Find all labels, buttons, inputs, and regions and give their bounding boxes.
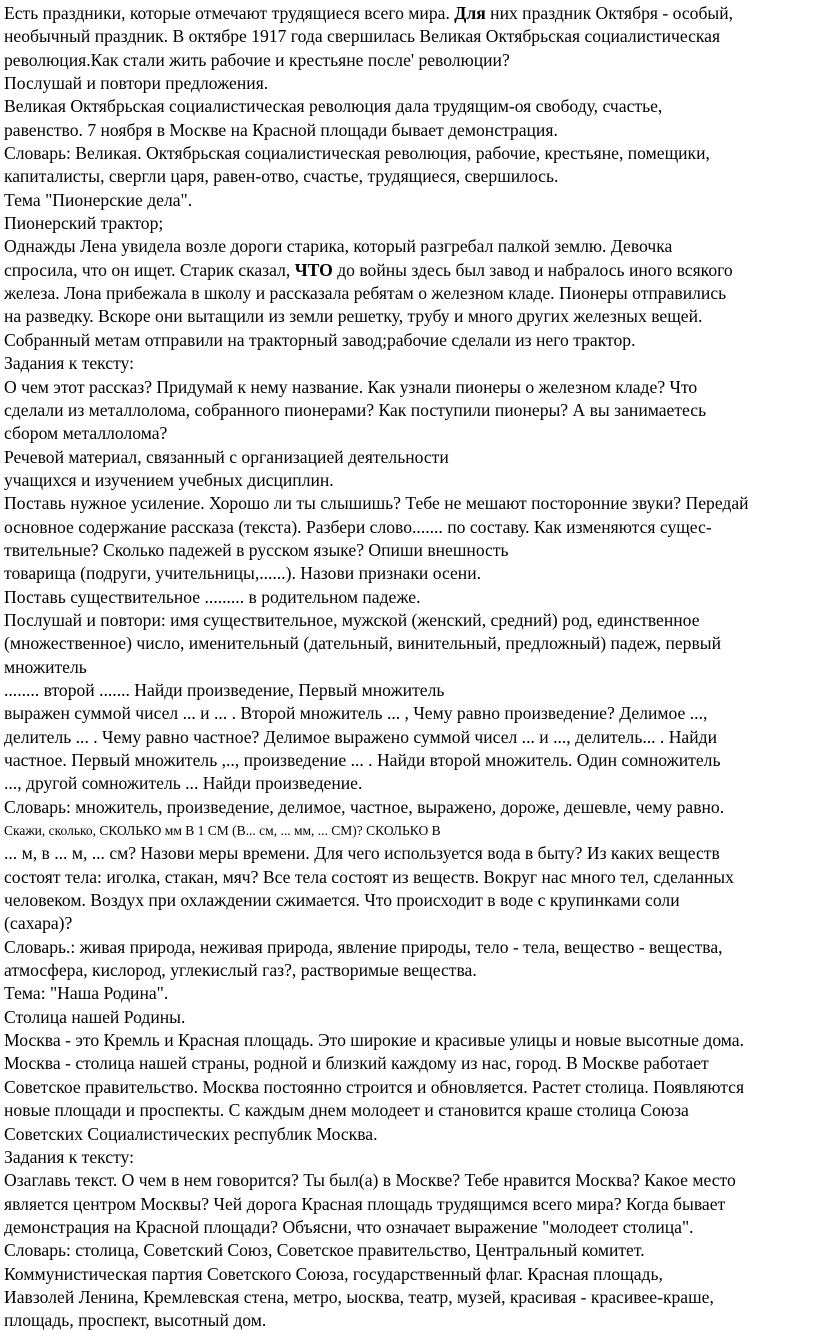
line-text: Словарь: Великая. Октябрьская социалистическая революция, рабочие, крестьяне, помещики, (4, 143, 710, 164)
text-line (4, 469, 814, 492)
line-text: ... м, в ... м, ... см? Назови меры времени. Для чего используется вода в быту? Из каких веществ (4, 843, 720, 864)
text-line (4, 1193, 814, 1216)
line-text: Собранный метам отправили на тракторный завод;рабочие сделали из него трактор. (4, 329, 636, 350)
line-text: Речевой материал, связанный с организацией деятельности (4, 446, 449, 467)
text-line (4, 656, 814, 679)
text-line (4, 609, 814, 632)
text-line (4, 399, 814, 422)
line-text: необычный праздник. В октябре 1917 года свершилась Великая Октябрьская социалистическая (4, 26, 721, 47)
line-text: на разведку. Вскоре они вытащили из земли решетку, трубу и много других железных вещей. (4, 306, 703, 327)
text-line (4, 25, 814, 48)
line-text: Есть праздники, которые отмечают трудящиеся всего мира. (4, 3, 455, 23)
line-text: Великая Октябрьская социалистическая революция дала трудящим-оя свободу, счастье, (4, 96, 663, 117)
text-line (4, 772, 814, 795)
line-text: равенство. 7 ноября в Москве на Красной площади бывает демонстрация. (4, 119, 558, 140)
line-text: Советское правительство. Москва постоянно строится и обновляется. Растет столица. Появляются (4, 1076, 745, 1097)
text-line (4, 959, 814, 982)
text-line (4, 329, 814, 352)
line-text: Москва - это Кремль и Красная площадь. Это широкие и красивые улицы и новые высотные дома. (4, 1030, 745, 1051)
line-text: капиталисты, свергли царя, равен-отво, счастье, трудящиеся, свершилось. (4, 166, 559, 187)
line-text: Коммунистическая партия Советского Союза, государственный флаг. Красная площадь, (4, 1263, 663, 1284)
line-text: демонстрация на Красной площади? Объясни, что означает выражение "молодеет столица". (4, 1216, 694, 1237)
line-text: сделали из металлолома, собранного пионерами? Как поступили пионеры? А вы занимаетесь (4, 399, 707, 420)
text-line (4, 422, 814, 445)
line-text: ........ второй ....... Найди произведение, Первый множитель (4, 679, 445, 700)
line-text: является центром Москвы? Чей дорога Красная площадь трудящимся всего мира? Когда бывает (4, 1193, 726, 1214)
text-line (4, 72, 814, 95)
text-line (4, 562, 814, 585)
text-line (4, 982, 814, 1005)
text-line (4, 1146, 814, 1169)
line-text: Озаглавь текст. О чем в нем говорится? Ты был(а) в Москве? Тебе нравится Москва? Какое место (4, 1170, 736, 1191)
text-line (4, 49, 814, 72)
text-line (4, 165, 814, 188)
text-line (4, 259, 814, 282)
text-line (4, 1099, 814, 1122)
text-line (4, 632, 814, 655)
text-line (4, 726, 814, 749)
line-text: Словарь.: живая природа, неживая природа, явление природы, тело - тела, вещество - вещества, (4, 936, 723, 957)
text-line (4, 1123, 814, 1146)
text-line (4, 889, 814, 912)
line-text: Поставь нужное усиление. Хорошо ли ты слышишь? Тебе не мешают посторонние звуки? Передай (4, 493, 749, 514)
text-line (4, 796, 814, 819)
line-text-continued: до войны здесь был завод и набралось иного всякого (332, 259, 733, 280)
bold-word: ЧТО (294, 259, 333, 280)
line-text: человеком. Воздух при охлаждении сжимается. Что происходит в воде с крупинками соли (4, 890, 680, 911)
line-text: сбором металлолома? (4, 423, 168, 444)
bold-word: Для (454, 3, 486, 23)
text-line (4, 235, 814, 258)
text-line (4, 749, 814, 772)
line-text: Словарь: столица, Советский Союз, Советское правительство, Центральный комитет. (4, 1240, 645, 1261)
line-text: Тема: "Наша Родина". (4, 983, 169, 1004)
line-text: товарища (подруги, учительницы,......). Назови признаки осени. (4, 563, 482, 584)
line-text: множитель (4, 656, 87, 677)
line-text: революция.Как стали жить рабочие и крестьяне после' революции? (4, 49, 510, 70)
line-text: площадь, проспект, высотный дом. (4, 1310, 267, 1331)
line-text: О чем этот рассказ? Придумай к нему название. Как узнали пионеры о железном кладе? Что (4, 376, 698, 397)
text-line (4, 586, 814, 609)
line-text-continued: них праздник Октября - особый, (485, 3, 734, 23)
line-text: Послушай и повтори предложения. (4, 73, 269, 94)
text-line (4, 1029, 814, 1052)
line-text: состоят тела: иголка, стакан, мяч? Все тела состоят из веществ. Вокруг нас много тел, сделанных (4, 866, 734, 887)
text-line (4, 1263, 814, 1286)
text-line (4, 142, 814, 165)
line-text: Однажды Лена увидела возле дороги старика, который разгребал палкой землю. Девочка (4, 236, 673, 257)
line-text: Советских Социалистических республик Москва. (4, 1123, 378, 1144)
text-line (4, 842, 814, 865)
text-line (4, 1286, 814, 1309)
line-text: Послушай и повтори: имя существительное, мужской (женский, средний) род, единственное (4, 609, 700, 630)
text-line (4, 1169, 814, 1192)
line-text: Столица нашей Родины. (4, 1006, 186, 1027)
text-line (4, 866, 814, 889)
line-text: Москва - столица нашей страны, родной и близкий каждому из нас, город. В Москве работает (4, 1053, 709, 1074)
text-line (4, 119, 814, 142)
line-text: делитель ... . Чему равно частное? Делимое выражено суммой чисел ... и ..., делитель... . Найди (4, 726, 718, 747)
text-line (4, 2, 814, 25)
text-line (4, 446, 814, 469)
line-text: Тема "Пионерские дела". (4, 189, 193, 210)
line-text: выражен суммой чисел ... и ... . Второй множитель ... , Чему равно произведение? Делимое ..., (4, 703, 708, 724)
line-text: железа. Лона прибежала в школу и рассказала ребятам о железном кладе. Пионеры отправились (4, 283, 727, 304)
line-text: Поставь существительное ......... в родительном падеже. (4, 586, 421, 607)
text-line (4, 189, 814, 212)
line-text: частное. Первый множитель ,.., произведение ... . Найди второй множитель. Один сомножитель (4, 750, 721, 770)
text-line (4, 376, 814, 399)
text-line (4, 539, 814, 562)
text-line (4, 1216, 814, 1239)
line-text: Словарь: множитель, произведение, делимое, частное, выражено, дороже, дешевле, чему равно. (4, 796, 725, 817)
text-line (4, 679, 814, 702)
text-line (4, 352, 814, 375)
text-line (4, 212, 814, 235)
line-text: (сахара)? (4, 913, 73, 934)
line-text: основное содержание рассказа (текста). Разбери слово....... по составу. Как изменяются сущес- (4, 516, 712, 537)
text-line (4, 516, 814, 539)
text-line (4, 1052, 814, 1075)
text-line (4, 305, 814, 328)
line-text: Пионерский трактор; (4, 213, 164, 234)
text-line (4, 282, 814, 305)
line-text: спросила, что он ищет. Старик сказал, (4, 259, 295, 280)
text-line (4, 1309, 814, 1332)
line-text: атмосфера, кислород, углекислый газ?, растворимые вещества. (4, 960, 477, 981)
line-text: Задания к тексту: (4, 353, 134, 374)
text-line (4, 819, 814, 842)
text-line (4, 702, 814, 725)
text-line (4, 1076, 814, 1099)
text-line (4, 95, 814, 118)
text-line (4, 936, 814, 959)
text-line (4, 492, 814, 515)
line-text: Скажи, сколько, СКОЛЬКО мм В 1 СМ (В... см, ... мм, ... СМ)? СКОЛЬКО В (4, 823, 441, 839)
line-text: учащихся и изучением учебных дисциплин. (4, 469, 334, 490)
text-line (4, 1006, 814, 1029)
line-text: твительные? Сколько падежей в русском языке? Опиши внешность (4, 539, 509, 560)
line-text: Задания к тексту: (4, 1146, 134, 1167)
text-line (4, 912, 814, 935)
line-text: (множественное) число, именительный (дательный, винительный, предложный) падеж, первый (4, 633, 722, 654)
text-line (4, 1239, 814, 1262)
line-text: Иавзолей Ленина, Кремлевская стена, метро, ыосква, театр, музей, красивая - красивее-краше, (4, 1286, 714, 1307)
line-text: новые площади и проспекты. С каждым днем молодеет и становится краше столица Союза (4, 1100, 689, 1121)
line-text: ..., другой сомножитель ... Найди произведение. (4, 773, 363, 794)
